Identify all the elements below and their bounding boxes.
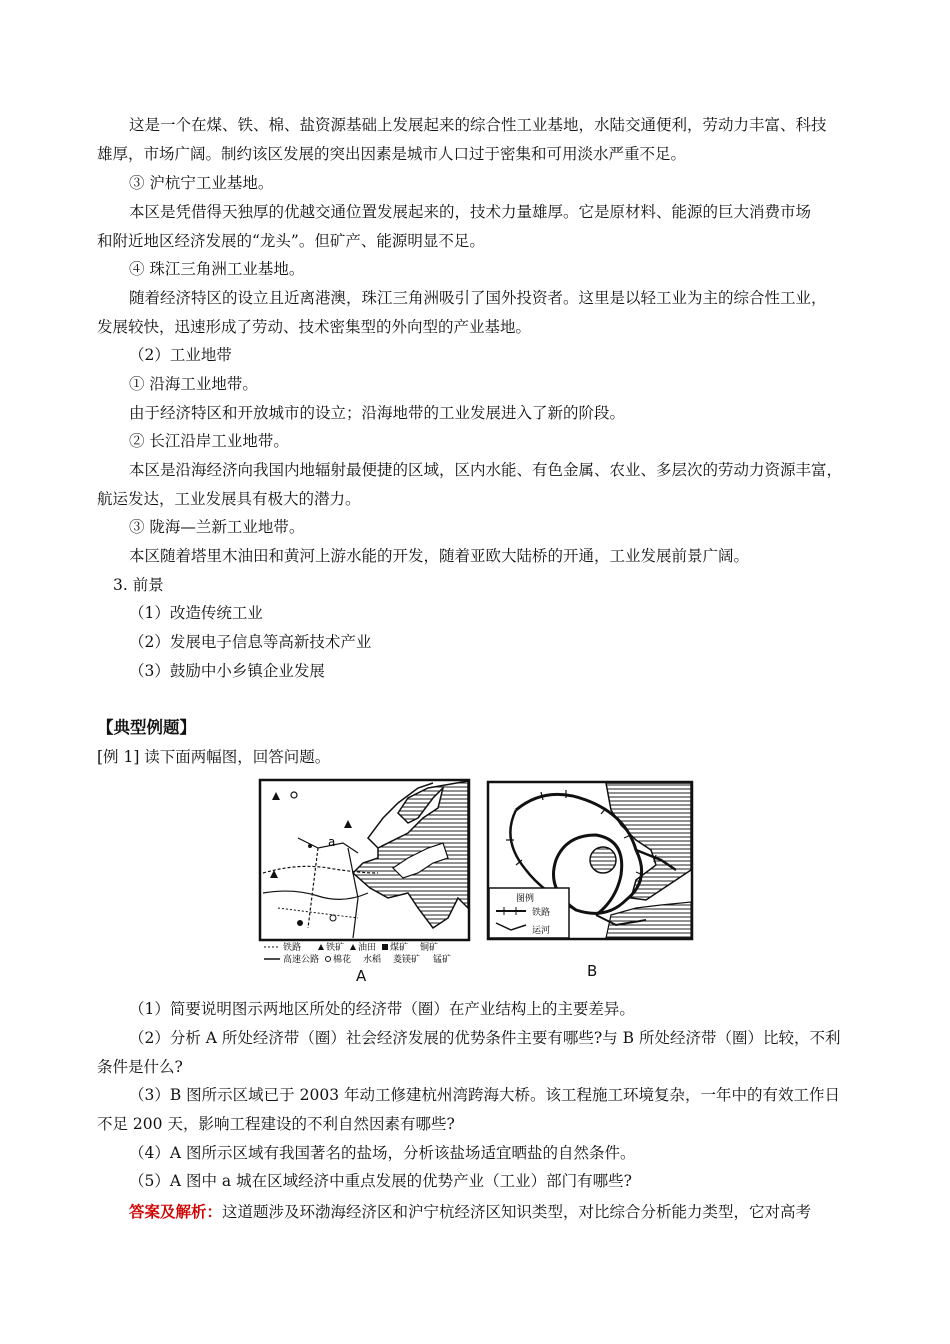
section-heading: 【典型例题】 [97,718,196,737]
legend-copper: 铜矿 [420,943,439,953]
legend-magnesite: 菱镁矿 [393,955,421,964]
answer-line [129,1201,889,1223]
paragraph-line: 本区是凭借得天独厚的优越交通位置发展起来的，技术力量雄厚。它是原材料、能源的巨大消费市场 [129,203,812,221]
subsection-title: ③ 陇海—兰新工业地带。 [129,518,305,536]
legend-railway: 铁路 [283,943,302,953]
question-line: （2）分析 A 所处经济带（圈）社会经济发展的优势条件主要有哪些?与 B 所处经济带（圈）比较，不利 [129,1029,841,1047]
question-line: 不足 200 天，影响工程建设的不利自然因素有哪些? [97,1115,455,1133]
legend-manganese: 锰矿 [433,955,452,964]
legend-b-title: 图例 [516,894,535,904]
map-a [258,778,472,964]
legend-b-canal: 运河 [532,926,551,936]
list-item: （3）鼓励中小乡镇企业发展 [129,662,325,680]
subsection-title: ③ 沪杭宁工业基地。 [129,174,274,192]
figure-b-caption: B [587,962,598,980]
question-line: （1）简要说明图示两地区所处的经济带（圈）在产业结构上的主要差异。 [129,1000,635,1018]
legend-rice: 水稻 [363,955,382,964]
paragraph-line: 本区随着塔里木油田和黄河上游水能的开发，随着亚欧大陆桥的开通，工业发展前景广阔。 [129,547,750,565]
answer-label: 答案及解析： [129,1202,223,1221]
legend-highway: 高速公路 [283,955,320,964]
question-line: 条件是什么? [97,1058,183,1076]
example-intro: [例 1] 读下面两幅图，回答问题。 [97,748,331,766]
legend-iron: 铁矿 [326,943,345,953]
figure-a-caption: A [356,967,367,985]
paragraph-line: 和附近地区经济发展的“龙头”。但矿产、能源明显不足。 [97,232,485,250]
question-line: （4）A 图所示区域有我国著名的盐场，分析该盐场适宜晒盐的自然条件。 [129,1144,636,1162]
list-item: （2）发展电子信息等高新技术产业 [129,633,372,651]
legend-cotton: 棉花 [333,955,352,964]
subsection-title: ① 沿海工业地带。 [129,375,258,393]
map-b [486,780,694,942]
paragraph-line: 由于经济特区和开放城市的设立；沿海地带的工业发展进入了新的阶段。 [129,404,626,422]
paragraph-line: 发展较快，迅速形成了劳动、技术密集型的外向型的产业基地。 [97,318,532,336]
subsection-title: ② 长江沿岸工业地带。 [129,432,289,450]
subsection-title: ④ 珠江三角洲工业基地。 [129,260,305,278]
question-line: （3）B 图所示区域已于 2003 年动工修建杭州湾跨海大桥。该工程施工环境复杂，一年中的有效工作日 [129,1086,840,1104]
legend-b-railway: 铁路 [532,908,551,918]
paragraph-line: 雄厚，市场广阔。制约该区发展的突出因素是城市人口过于密集和可用淡水严重不足。 [97,145,687,163]
paragraph-line: 本区是沿海经济向我国内地辐射最便捷的区域，区内水能、有色金属、农业、多层次的劳动力资源丰富， [129,461,843,479]
map-a-city-label: a [328,835,336,849]
legend-oil: 油田 [358,943,377,953]
question-line: （5）A 图中 a 城在区域经济中重点发展的优势产业（工业）部门有哪些? [129,1172,632,1190]
section-title: 3. 前景 [113,576,164,594]
subsection-title: （2）工业地带 [129,346,232,364]
legend-coal: 煤矿 [390,943,409,953]
paragraph-line: 随着经济特区的设立且近离港澳，珠江三角洲吸引了国外投资者。这里是以轻工业为主的综合性工业， [129,289,827,307]
paragraph-line: 航运发达，工业发展具有极大的潜力。 [97,490,361,508]
list-item: （1）改造传统工业 [129,604,263,622]
answer-text: 这道题涉及环渤海经济区和沪宁杭经济区知识类型，对比综合分析能力类型，它对高考 [222,1203,812,1221]
paragraph-line: 这是一个在煤、铁、棉、盐资源基础上发展起来的综合性工业基地，水陆交通便利，劳动力丰富、科技 [129,116,827,134]
